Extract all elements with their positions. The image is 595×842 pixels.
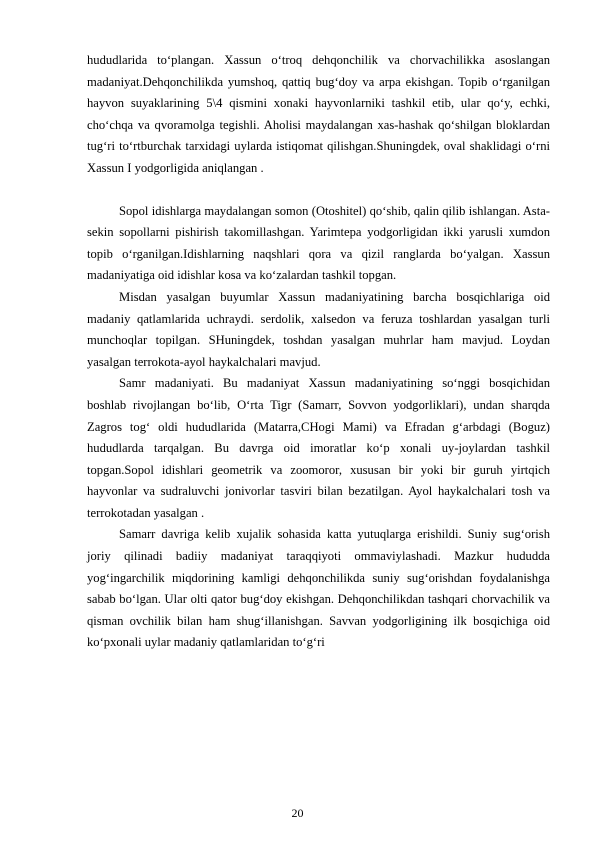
paragraph-copper-items: Misdan yasalgan buyumlar Xassun madaniyatining barcha bosqichlariga oid madaniy qatlamlarida uchraydi. serdolik, xalsedon va feruza toshlardan yasalgan turli munchoqlar topilgan. SHuningdek, toshdan yasalgan muhrlar ham mavjud. Loydan yasalgan terrokota-ayol haykalchalari mavjud. [87, 289, 550, 369]
page-number: 20 [291, 806, 304, 820]
document-body [87, 50, 550, 654]
paragraph-pottery: Sopol idishlarga maydalangan somon (Otoshitel) qo‘shib, qalin qilib ishlangan. Asta-sekin sopollarni pishirish takomillashgan. Yarimtepa yodgorligidan ikki yarusli xumdon topib o‘rganilgan.Idishlarning naqshlari qora va qizil ranglarda bo‘yalgan. Xassun madaniyatiga oid idishlar kosa va ko‘zalardan tashkil topgan. [87, 203, 550, 283]
paragraph-continuation: hududlarida to‘plangan. Xassun o‘troq dehqonchilik va chorvachilikka asoslangan madaniyat.Dehqonchilikda yumshoq, qattiq bug‘doy va arpa ekishgan. Topib o‘rganilgan hayvon suyaklarining 5\4 qismini xonaki hayvonlarniki tashkil etib, ular qo‘y, echki, cho‘chqa va qvoramolga tegishli. Aholisi maydalangan xas-hashak qo‘shilgan bloklardan tug‘ri to‘rtburchak tarxidagi uylarda istiqomat qilishgan.Shuningdek, oval shaklidagi o‘rni Xassun I yodgorligida aniqlangan . [87, 53, 550, 175]
paragraph-samarra-culture: Samr madaniyati. Bu madaniyat Xassun madaniyatining so‘nggi bosqichidan boshlab rivojlangan bo‘lib, O‘rta Tigr (Samarr, Sovvon yodgorliklari), undan sharqda Zagros tog‘ oldi hududlarida (Matarra,CHogi Mami) va Efradan g‘arbdagi (Boguz) hududlarda tarqalgan. Bu davrga oid imoratlar ko‘p xonali uy-joylardan tashkil topgan.Sopol idishlari geometrik va zoomoror, xususan bir yoki bir guruh yirtqich hayvonlar va sudraluvchi jonivorlar tasviri bilan bezatilgan. Ayol haykalchalari tosh va terrokotadan yasalgan . [87, 376, 550, 520]
paragraph-samarra-agriculture: Samarr davriga kelib xujalik sohasida katta yutuqlarga erishildi. Suniy sug‘orish joriy qilinadi badiiy madaniyat taraqqiyoti ommaviylashadi. Mazkur hududda yog‘ingarchilik miqdorining kamligi dehqonchilikda suniy sug‘orishdan foydalanishga sabab bo‘lgan. Ular olti qator bug‘doy ekishgan. Dehqonchilikdan tashqari chorvachilik va qisman ovchilik bilan ham shug‘illanishgan. Savvan yodgorligining ilk bosqichiga oid ko‘pxonali uylar madaniy qatlamlaridan to‘g‘ri [87, 527, 550, 650]
